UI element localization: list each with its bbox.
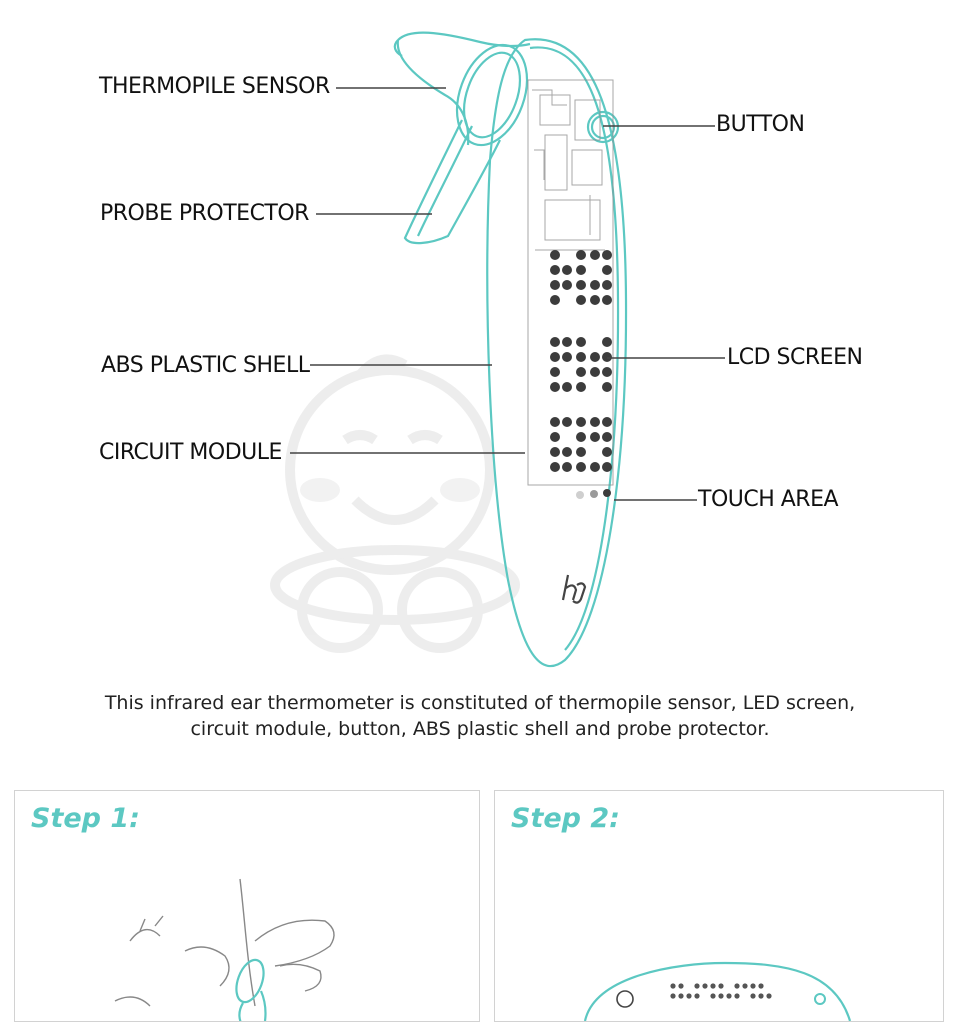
step2-display-dot xyxy=(702,983,707,988)
lcd-dot xyxy=(550,250,560,260)
lcd-dot xyxy=(602,367,612,377)
lcd-dot xyxy=(602,337,612,347)
step2-display-dot xyxy=(750,983,755,988)
lcd-dot xyxy=(576,432,586,442)
diagram-caption xyxy=(40,690,920,742)
step-1-title: Step 1: xyxy=(31,803,140,834)
lcd-dot xyxy=(576,382,586,392)
label-lcd-screen: LCD SCREEN xyxy=(727,345,863,370)
caption-line-2: circuit module, button, ABS plastic shell and probe protector. xyxy=(190,718,770,740)
label-touch-area: TOUCH AREA xyxy=(698,487,839,512)
lcd-dot xyxy=(562,462,572,472)
lcd-dot xyxy=(602,417,612,427)
lcd-dot xyxy=(550,352,560,362)
step2-display-dot xyxy=(718,993,723,998)
lcd-dot xyxy=(576,352,586,362)
lcd-dot xyxy=(602,280,612,290)
lcd-dot xyxy=(602,295,612,305)
lcd-dot-matrix xyxy=(550,250,612,472)
step2-display-dot xyxy=(718,983,723,988)
lcd-dot xyxy=(576,280,586,290)
baby-watermark-icon xyxy=(275,359,515,648)
label-abs-plastic-shell: ABS PLASTIC SHELL xyxy=(101,353,310,378)
lcd-dot xyxy=(550,447,560,457)
baby-watermark-cheeks xyxy=(300,478,480,502)
lcd-dot xyxy=(550,280,560,290)
lcd-dot xyxy=(590,295,600,305)
lcd-dot xyxy=(576,447,586,457)
step-2-card xyxy=(494,790,944,1022)
label-thermopile-sensor: THERMOPILE SENSOR xyxy=(99,74,330,99)
step2-display-dot xyxy=(686,993,691,998)
lcd-dot xyxy=(602,432,612,442)
lcd-dot xyxy=(602,265,612,275)
lcd-dot xyxy=(562,382,572,392)
lcd-dot xyxy=(576,462,586,472)
lcd-dot xyxy=(576,367,586,377)
step-1-card xyxy=(14,790,480,1022)
lcd-dot xyxy=(590,462,600,472)
lcd-dot xyxy=(590,367,600,377)
step2-display-dot xyxy=(742,983,747,988)
step2-display-dot xyxy=(734,993,739,998)
lcd-dot xyxy=(550,367,560,377)
step-2-device-illustration xyxy=(495,791,943,1021)
lcd-dot xyxy=(602,462,612,472)
lcd-dot xyxy=(550,295,560,305)
lcd-dot xyxy=(550,382,560,392)
step2-display-dot xyxy=(758,983,763,988)
lcd-dot xyxy=(550,417,560,427)
step2-display-dot xyxy=(710,983,715,988)
lcd-dot xyxy=(550,265,560,275)
touch-area-dots xyxy=(576,489,611,499)
step2-display-dot xyxy=(670,993,675,998)
lcd-dot xyxy=(602,352,612,362)
label-probe-protector: PROBE PROTECTOR xyxy=(100,201,309,226)
lcd-dot xyxy=(602,382,612,392)
step2-display-dot xyxy=(734,983,739,988)
step2-display-dot xyxy=(766,993,771,998)
lcd-dot xyxy=(590,352,600,362)
caption-line-1: This infrared ear thermometer is constituted of thermopile sensor, LED screen, xyxy=(104,692,856,714)
lcd-dot xyxy=(550,462,560,472)
lcd-dot xyxy=(562,337,572,347)
step2-display-dot xyxy=(710,993,715,998)
lcd-dot xyxy=(562,417,572,427)
step2-display-dot xyxy=(726,993,731,998)
lcd-dot xyxy=(562,280,572,290)
lcd-dot xyxy=(590,417,600,427)
step2-display-dot xyxy=(758,993,763,998)
step2-display-dot xyxy=(750,993,755,998)
step-1-ear-illustration xyxy=(15,791,479,1021)
step2-display-dot xyxy=(670,983,675,988)
lcd-dot xyxy=(550,432,560,442)
lcd-dot xyxy=(590,280,600,290)
lcd-dot xyxy=(602,447,612,457)
lcd-dot xyxy=(576,265,586,275)
step2-display-dot xyxy=(694,983,699,988)
lcd-dot xyxy=(562,447,572,457)
step-2-title: Step 2: xyxy=(511,803,620,834)
step2-display-dot xyxy=(678,993,683,998)
lcd-dot xyxy=(576,337,586,347)
lcd-dot xyxy=(550,337,560,347)
label-circuit-module: CIRCUIT MODULE xyxy=(99,440,282,465)
lcd-dot xyxy=(576,250,586,260)
lcd-dot xyxy=(562,352,572,362)
step2-display-dot xyxy=(694,993,699,998)
lcd-dot xyxy=(590,250,600,260)
lcd-dot xyxy=(590,432,600,442)
brand-logo-icon xyxy=(563,575,585,603)
lcd-dot xyxy=(576,295,586,305)
lcd-dot xyxy=(602,250,612,260)
label-button: BUTTON xyxy=(716,112,805,137)
step2-display-dot xyxy=(678,983,683,988)
lcd-dot xyxy=(576,417,586,427)
lcd-dot xyxy=(562,265,572,275)
